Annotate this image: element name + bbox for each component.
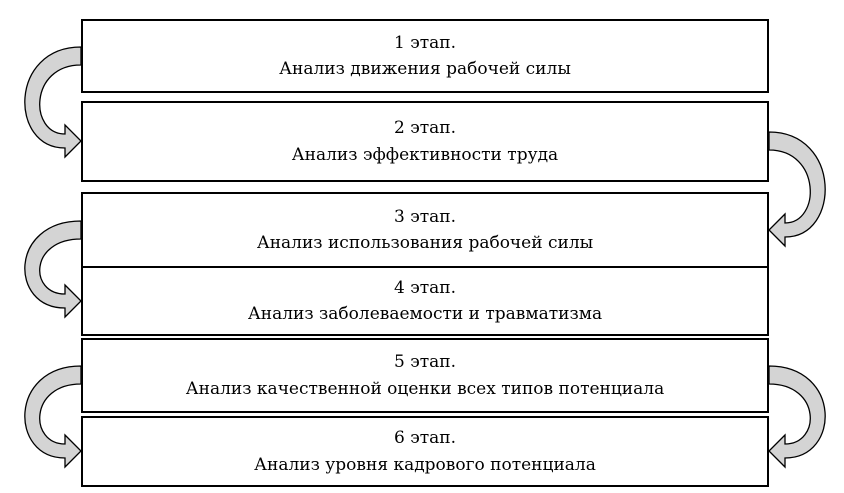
curved-arrow-right-5-to-6 xyxy=(769,366,825,467)
stage-5-number: 5 этап. xyxy=(393,352,456,373)
stage-2-title: Анализ эффективности труда xyxy=(291,144,559,165)
stage-6-number: 6 этап. xyxy=(393,428,456,449)
stage-3-title: Анализ использования рабочей силы xyxy=(256,233,594,253)
stage-4-title: Анализ заболеваемости и травматизма xyxy=(247,304,603,324)
stage-5-title: Анализ качественной оценки всех типов потенциала xyxy=(185,378,665,399)
stage-3-number: 3 этап. xyxy=(393,206,456,227)
stage-2-number: 2 этап. xyxy=(393,118,456,139)
curved-arrow-right-2-to-3 xyxy=(769,132,825,246)
curved-arrow-left-5-to-6 xyxy=(25,366,81,467)
stage-1-title: Анализ движения рабочей силы xyxy=(279,59,571,79)
stage-4-number: 4 этап. xyxy=(393,277,456,298)
stage-1-number: 1 этап. xyxy=(393,32,456,53)
curved-arrow-left-1-to-2 xyxy=(25,47,81,157)
stage-6-title: Анализ уровня кадрового потенциала xyxy=(254,454,596,475)
curved-arrow-left-3-to-4 xyxy=(25,221,81,317)
